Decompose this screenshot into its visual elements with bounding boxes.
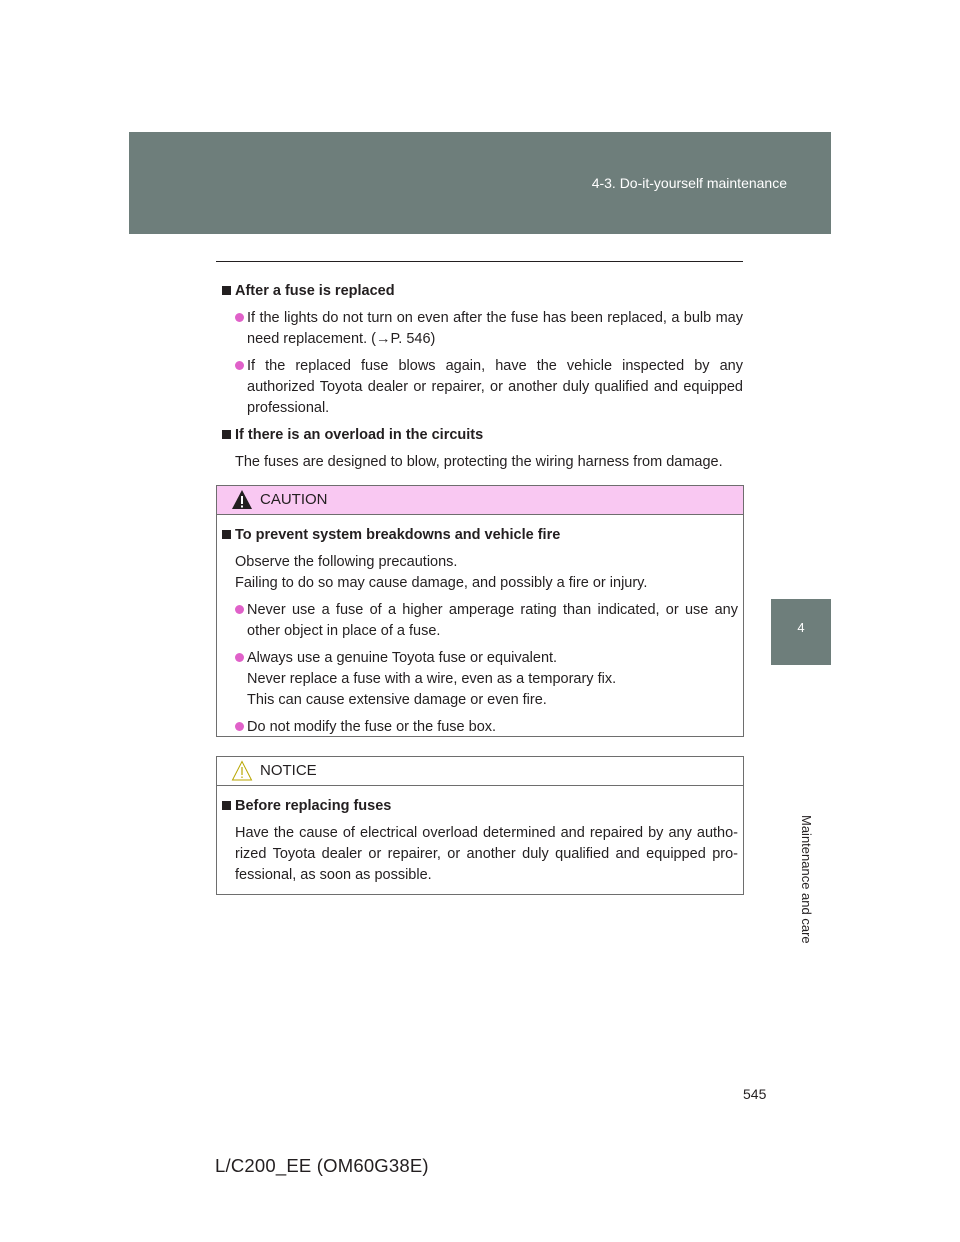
- warning-icon: [231, 489, 253, 510]
- chapter-tab: [771, 665, 831, 944]
- main-content: [222, 281, 743, 479]
- caution-bullet-line: Always use a genuine Toyota fuse or equivalent.: [247, 650, 558, 666]
- bullet-bulb-replacement: If the lights do not turn on even after the fuse has been replaced, a bulb may need replacement. (→P. 546): [222, 308, 743, 350]
- overload-text: The fuses are designed to blow, protecting the wiring harness from damage.: [235, 454, 723, 470]
- chapter-tab-number: [771, 599, 831, 665]
- caution-intro-line: Observe the following precautions.: [235, 554, 458, 570]
- header-band: [129, 132, 831, 234]
- notice-box: [216, 756, 744, 895]
- chapter-label: Maintenance and care: [799, 815, 814, 944]
- section-title: 4-3. Do-it-yourself maintenance: [591, 175, 787, 191]
- caution-box: [216, 485, 744, 737]
- caution-bullet-modify: Do not modify the fuse or the fuse box.: [222, 717, 738, 738]
- notice-title: NOTICE: [260, 762, 317, 779]
- page-number: 545: [743, 1086, 767, 1102]
- document-code: L/C200_EE (OM60G38E): [215, 1155, 429, 1176]
- caution-heading: To prevent system breakdowns and vehicle fire: [222, 525, 738, 546]
- caution-header: [217, 486, 743, 515]
- notice-warning-icon: [231, 760, 253, 781]
- notice-heading: Before replacing fuses: [222, 796, 738, 817]
- chapter-number: 4: [797, 620, 805, 635]
- caution-title: CAUTION: [260, 491, 328, 508]
- bullet-fuse-blows-again: If the replaced fuse blows again, have the vehicle inspected by any authorized Toyota dealer or repairer, or another duly qualified and equipped professional.: [222, 356, 743, 419]
- heading-overload: If there is an overload in the circuits: [222, 425, 743, 446]
- notice-text: Have the cause of electrical overload determined and repaired by any autho-rized Toyota dealer or repairer, or another duly qualified and equipped pro-fessional, as soon as possible.: [235, 825, 738, 883]
- caution-body: [222, 525, 738, 744]
- caution-bullet-line: This can cause extensive damage or even fire.: [247, 692, 547, 708]
- section-rule: [216, 261, 743, 262]
- caution-intro-line: Failing to do so may cause damage, and possibly a fire or injury.: [235, 575, 648, 591]
- caution-bullet-amperage: Never use a fuse of a higher amperage rating than indicated, or use any other object in place of a fuse.: [222, 600, 738, 642]
- heading-after-fuse-replaced: After a fuse is replaced: [222, 281, 743, 302]
- caution-intro: [222, 552, 738, 594]
- caution-bullet-genuine-fuse: [222, 648, 738, 711]
- notice-header: [217, 757, 743, 786]
- caution-bullet-line: Never replace a fuse with a wire, even as a temporary fix.: [247, 671, 617, 687]
- notice-body: [222, 796, 738, 892]
